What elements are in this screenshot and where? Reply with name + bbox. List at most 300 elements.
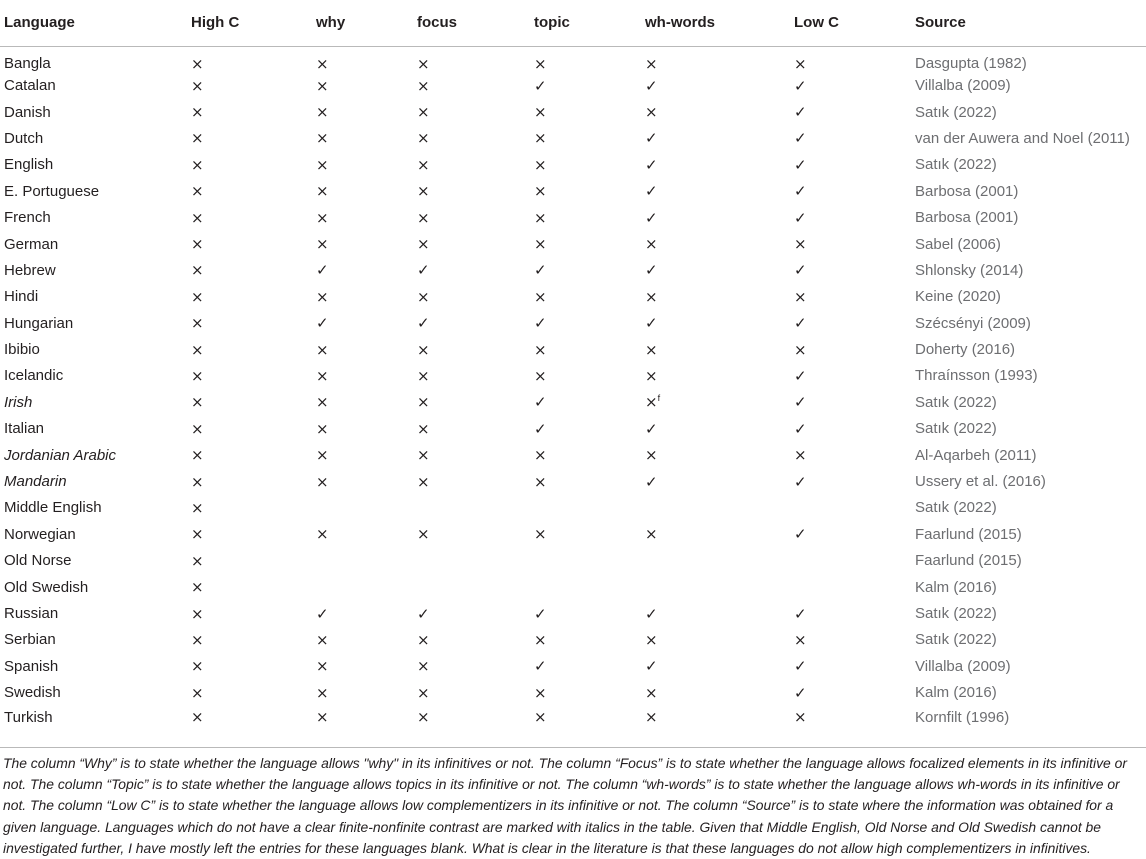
check-icon: ✓ [534, 261, 547, 280]
cell-high-c [187, 204, 312, 230]
cell-source: Szécsényi (2009) [915, 314, 1031, 332]
cross-icon: × [191, 155, 204, 174]
cell-source: Kalm (2016) [915, 684, 997, 702]
cell-language: Russian [4, 605, 59, 622]
table-row [0, 679, 1146, 705]
cross-icon: × [316, 657, 329, 676]
cell-why [312, 706, 413, 732]
cell-focus [413, 627, 530, 653]
cross-icon: × [316, 182, 329, 201]
cross-icon: × [645, 366, 658, 385]
cell-why [312, 416, 413, 442]
cell-why [312, 627, 413, 653]
cross-icon: × [417, 287, 430, 306]
cross-icon: × [417, 366, 430, 385]
check-icon: ✓ [794, 155, 807, 174]
cell-high-c [187, 468, 312, 494]
cell-why [312, 363, 413, 389]
table-row [0, 363, 1146, 389]
cell-high-c [187, 389, 312, 415]
cross-icon: × [794, 446, 807, 465]
check-icon: ✓ [534, 76, 547, 95]
cross-icon: × [316, 683, 329, 702]
table-row [0, 46, 1146, 73]
cross-icon: × [191, 287, 204, 306]
cross-icon: × [316, 103, 329, 122]
cell-source: Faarlund (2015) [915, 525, 1022, 543]
check-icon: ✓ [316, 604, 329, 623]
cell-focus [413, 178, 530, 204]
table-footnote: The column “Why” is to state whether the language allows "why" in its infinitives or not. The column “Focus” is to state whether the language allows focalized elements in its infinitive or not. The column “Topic” is to state whether the language allows topics in its infinitive or not. The column “wh-words” is to state whether the language allows wh-words in its infinitive or not. The column “Low C” is to state whether the language allows low complementizers in its infinitive or not. The column “Source” is to state where the information was obtained for a given language. Languages which do not have a clear finite-nonfinite contrast are marked with italics in the table. Given that Middle English, Old Norse and Old Swedish cannot be investigated further, I have mostly left the entries for these languages blank. What is clear in the literature is that these languages do not allow high complementizers in infinitives. [0, 747, 1146, 859]
header-focus: focus [413, 0, 530, 46]
cell-low-c [790, 468, 911, 494]
cell-source: Satık (2022) [915, 605, 997, 622]
cell-why [312, 152, 413, 178]
table-row [0, 442, 1146, 468]
check-icon: ✓ [794, 129, 807, 148]
cell-why [312, 389, 413, 415]
cell-high-c [187, 99, 312, 125]
cell-source: Doherty (2016) [915, 341, 1016, 359]
header-row [0, 0, 1146, 46]
cell-high-c [187, 363, 312, 389]
table-row [0, 284, 1146, 310]
cell-low-c [790, 257, 911, 283]
cell-wh-words [641, 231, 790, 257]
cross-icon: × [534, 155, 547, 174]
cross-icon: × [417, 129, 430, 148]
cell-focus [413, 495, 530, 521]
footnote-marker: f [657, 393, 661, 404]
table-row [0, 653, 1146, 679]
table-row [0, 257, 1146, 283]
cell-high-c [187, 46, 312, 73]
cell-low-c [790, 389, 911, 415]
cross-icon: × [316, 76, 329, 95]
cell-high-c [187, 257, 312, 283]
cross-icon: × [417, 54, 430, 73]
cell-low-c [790, 521, 911, 547]
cell-language: E. Portuguese [4, 182, 100, 200]
check-icon: ✓ [645, 314, 658, 333]
cross-icon: × [316, 525, 329, 544]
cell-language: Old Swedish [4, 578, 89, 596]
cell-language: Catalan [4, 77, 56, 95]
cell-why [312, 653, 413, 679]
cell-focus [413, 257, 530, 283]
cross-icon: × [191, 525, 204, 544]
cross-icon: × [191, 103, 204, 122]
cross-icon: × [316, 472, 329, 491]
cell-high-c [187, 152, 312, 178]
cell-low-c [790, 548, 911, 574]
cell-focus [413, 389, 530, 415]
cross-icon: × [191, 472, 204, 491]
cell-source: Satık (2022) [915, 499, 997, 517]
table-row [0, 310, 1146, 336]
cross-icon: × [645, 54, 658, 73]
table-row [0, 574, 1146, 600]
check-icon: ✓ [645, 419, 658, 438]
cell-topic [530, 231, 641, 257]
check-icon: ✓ [645, 261, 658, 280]
check-icon: ✓ [645, 604, 658, 623]
cell-wh-words [641, 495, 790, 521]
cell-source: Satık (2022) [915, 420, 997, 438]
cell-language: Icelandic [4, 367, 64, 385]
cross-icon: × [191, 340, 204, 359]
cell-source: Barbosa (2001) [915, 182, 1019, 200]
cell-why [312, 125, 413, 151]
cell-focus [413, 284, 530, 310]
cross-icon: × [534, 340, 547, 359]
cell-low-c [790, 152, 911, 178]
cross-icon: × [191, 578, 204, 597]
cross-icon: × [417, 472, 430, 491]
cell-topic [530, 310, 641, 336]
cell-low-c [790, 310, 911, 336]
cell-topic [530, 653, 641, 679]
check-icon: ✓ [794, 657, 807, 676]
cell-source: Kornfilt (1996) [915, 708, 1010, 726]
cross-icon: × [534, 472, 547, 491]
cell-low-c [790, 46, 911, 73]
cell-wh-words [641, 152, 790, 178]
cross-icon: × [417, 155, 430, 174]
table-body [0, 46, 1146, 732]
cell-focus [413, 653, 530, 679]
table-header [0, 0, 1146, 46]
cross-icon: × [417, 708, 430, 727]
check-icon: ✓ [316, 314, 329, 333]
cell-source: Thraínsson (1993) [915, 367, 1038, 385]
cell-high-c [187, 442, 312, 468]
cell-low-c [790, 99, 911, 125]
table-row [0, 73, 1146, 99]
check-icon: ✓ [794, 261, 807, 280]
cell-why [312, 231, 413, 257]
cell-topic [530, 46, 641, 73]
cross-icon: × [316, 129, 329, 148]
table-row [0, 416, 1146, 442]
cell-high-c [187, 231, 312, 257]
check-icon: ✓ [645, 155, 658, 174]
cell-wh-words [641, 46, 790, 73]
cross-icon: × [534, 287, 547, 306]
cross-icon: × [645, 708, 658, 727]
cell-topic [530, 574, 641, 600]
cell-low-c [790, 336, 911, 362]
cell-topic [530, 548, 641, 574]
cell-topic [530, 363, 641, 389]
cell-wh-words [641, 178, 790, 204]
cell-why [312, 468, 413, 494]
table-row [0, 495, 1146, 521]
cell-high-c [187, 495, 312, 521]
cell-wh-words [641, 99, 790, 125]
cell-low-c [790, 416, 911, 442]
cross-icon: × [534, 708, 547, 727]
cell-language: Swedish [4, 684, 61, 702]
cross-icon: × [417, 683, 430, 702]
cross-icon: × [191, 393, 204, 412]
cross-icon: × [191, 235, 204, 254]
cell-wh-words [641, 468, 790, 494]
cell-source: Shlonsky (2014) [915, 261, 1024, 279]
cell-wh-words [641, 284, 790, 310]
cross-icon: × [191, 630, 204, 649]
cross-icon: × [645, 525, 658, 544]
cell-focus [413, 73, 530, 99]
cross-icon: × [191, 498, 204, 517]
cross-icon: × [645, 683, 658, 702]
cell-wh-words [641, 706, 790, 732]
cell-wh-words [641, 627, 790, 653]
cross-icon: × [417, 76, 430, 95]
check-icon: ✓ [645, 129, 658, 148]
cell-focus [413, 521, 530, 547]
cell-high-c [187, 548, 312, 574]
cross-icon: × [794, 708, 807, 727]
cell-source: Satık (2022) [915, 156, 997, 174]
cell-focus [413, 468, 530, 494]
cell-low-c [790, 204, 911, 230]
check-icon: ✓ [534, 604, 547, 623]
check-icon: ✓ [417, 604, 430, 623]
cell-high-c [187, 679, 312, 705]
cross-icon: × [534, 208, 547, 227]
table-row [0, 231, 1146, 257]
cell-language: Turkish [4, 708, 53, 726]
cell-low-c [790, 442, 911, 468]
check-icon: ✓ [417, 314, 430, 333]
cross-icon: × [191, 446, 204, 465]
table-row [0, 548, 1146, 574]
cross-icon: × [191, 76, 204, 95]
cell-focus [413, 574, 530, 600]
cross-icon: × [191, 419, 204, 438]
cell-why [312, 495, 413, 521]
cell-focus [413, 548, 530, 574]
cell-high-c [187, 600, 312, 626]
check-icon: ✓ [534, 419, 547, 438]
cell-language: Mandarin [4, 473, 67, 491]
cross-icon: × [417, 103, 430, 122]
table-row [0, 204, 1146, 230]
cell-low-c [790, 600, 911, 626]
cell-language: Italian [4, 420, 45, 438]
cell-focus [413, 152, 530, 178]
cell-why [312, 521, 413, 547]
cell-wh-words [641, 204, 790, 230]
header-low-c: Low C [790, 0, 911, 46]
cell-why [312, 442, 413, 468]
cell-wh-words [641, 416, 790, 442]
cell-why [312, 178, 413, 204]
cell-language: French [4, 209, 51, 227]
cell-language: Hebrew [4, 261, 56, 279]
cross-icon: × [316, 340, 329, 359]
check-icon: ✓ [794, 103, 807, 122]
cell-topic [530, 416, 641, 442]
cell-language: Old Norse [4, 552, 72, 570]
cell-focus [413, 442, 530, 468]
cell-source: Al-Aqarbeh (2011) [915, 446, 1037, 464]
cell-why [312, 336, 413, 362]
cross-icon: × [645, 340, 658, 359]
cell-wh-words [641, 310, 790, 336]
check-icon: ✓ [645, 472, 658, 491]
cell-language: Norwegian [4, 525, 76, 543]
cross-icon: × [316, 155, 329, 174]
cross-icon: × [534, 525, 547, 544]
cross-icon: × [417, 182, 430, 201]
cell-low-c [790, 178, 911, 204]
cell-high-c [187, 706, 312, 732]
cell-wh-words [641, 336, 790, 362]
check-icon: ✓ [645, 208, 658, 227]
header-language: Language [0, 0, 187, 46]
cell-topic [530, 257, 641, 283]
cell-source: Faarlund (2015) [915, 552, 1022, 570]
cell-low-c [790, 363, 911, 389]
cell-topic [530, 204, 641, 230]
cell-wh-words [641, 653, 790, 679]
cell-focus [413, 600, 530, 626]
table-row [0, 468, 1146, 494]
check-icon: ✓ [645, 76, 658, 95]
cell-wh-words [641, 125, 790, 151]
cell-topic [530, 284, 641, 310]
cell-wh-words [641, 521, 790, 547]
table-row [0, 627, 1146, 653]
cell-high-c [187, 336, 312, 362]
cell-why [312, 310, 413, 336]
cross-icon: × [534, 683, 547, 702]
cross-icon: × [534, 446, 547, 465]
table-row [0, 336, 1146, 362]
cell-high-c [187, 416, 312, 442]
check-icon: ✓ [645, 657, 658, 676]
check-icon: ✓ [534, 657, 547, 676]
cross-icon: × [794, 340, 807, 359]
cross-icon: × [316, 54, 329, 73]
table-row [0, 600, 1146, 626]
cell-high-c [187, 178, 312, 204]
cross-icon: × [645, 235, 658, 254]
cross-icon: × [191, 129, 204, 148]
cell-language: Dutch [4, 129, 44, 147]
table-row [0, 178, 1146, 204]
cell-focus [413, 679, 530, 705]
check-icon: ✓ [794, 314, 807, 333]
check-icon: ✓ [645, 182, 658, 201]
cross-icon: × [417, 208, 430, 227]
cell-topic [530, 495, 641, 521]
cross-icon: × [316, 393, 329, 412]
header-high-c: High C [187, 0, 312, 46]
cell-low-c [790, 495, 911, 521]
cell-focus [413, 310, 530, 336]
table-row [0, 99, 1146, 125]
table-row [0, 706, 1146, 732]
cross-icon: × [645, 393, 658, 412]
check-icon: ✓ [794, 182, 807, 201]
cell-language: Middle English [4, 499, 102, 517]
cell-why [312, 574, 413, 600]
cell-topic [530, 468, 641, 494]
cell-low-c [790, 679, 911, 705]
cross-icon: × [191, 683, 204, 702]
cell-language: Jordanian Arabic [4, 446, 117, 464]
cross-icon: × [417, 446, 430, 465]
table-row [0, 389, 1146, 415]
cell-focus [413, 416, 530, 442]
cross-icon: × [794, 54, 807, 73]
cell-focus [413, 231, 530, 257]
cell-high-c [187, 310, 312, 336]
cell-source: Villalba (2009) [915, 77, 1011, 95]
cross-icon: × [316, 287, 329, 306]
check-icon: ✓ [794, 604, 807, 623]
cell-topic [530, 125, 641, 151]
cell-source: Villalba (2009) [915, 657, 1011, 675]
cross-icon: × [191, 54, 204, 73]
cell-low-c [790, 284, 911, 310]
cell-high-c [187, 125, 312, 151]
cell-low-c [790, 574, 911, 600]
cell-high-c [187, 653, 312, 679]
cross-icon: × [534, 103, 547, 122]
cell-language: English [4, 156, 54, 174]
cross-icon: × [794, 235, 807, 254]
cell-wh-words [641, 548, 790, 574]
cell-focus [413, 706, 530, 732]
cell-wh-words [641, 442, 790, 468]
cell-why [312, 257, 413, 283]
cell-low-c [790, 706, 911, 732]
cell-topic [530, 389, 641, 415]
cell-focus [413, 46, 530, 73]
cell-topic [530, 178, 641, 204]
cross-icon: × [645, 446, 658, 465]
cell-why [312, 73, 413, 99]
cross-icon: × [316, 630, 329, 649]
header-topic: topic [530, 0, 641, 46]
cross-icon: × [645, 103, 658, 122]
cell-why [312, 99, 413, 125]
cell-wh-words [641, 73, 790, 99]
cell-focus [413, 336, 530, 362]
cross-icon: × [534, 129, 547, 148]
cell-low-c [790, 627, 911, 653]
cross-icon: × [645, 287, 658, 306]
cell-topic [530, 336, 641, 362]
cell-low-c [790, 231, 911, 257]
cell-language: Danish [4, 103, 51, 121]
cross-icon: × [534, 630, 547, 649]
cell-source: van der Auwera and Noel (2011) [915, 129, 1130, 147]
cell-focus [413, 363, 530, 389]
cell-low-c [790, 73, 911, 99]
cell-language: Irish [4, 393, 33, 411]
cross-icon: × [417, 393, 430, 412]
cross-icon: × [191, 261, 204, 280]
cross-icon: × [417, 525, 430, 544]
cross-icon: × [417, 235, 430, 254]
cross-icon: × [645, 630, 658, 649]
cross-icon: × [191, 314, 204, 333]
